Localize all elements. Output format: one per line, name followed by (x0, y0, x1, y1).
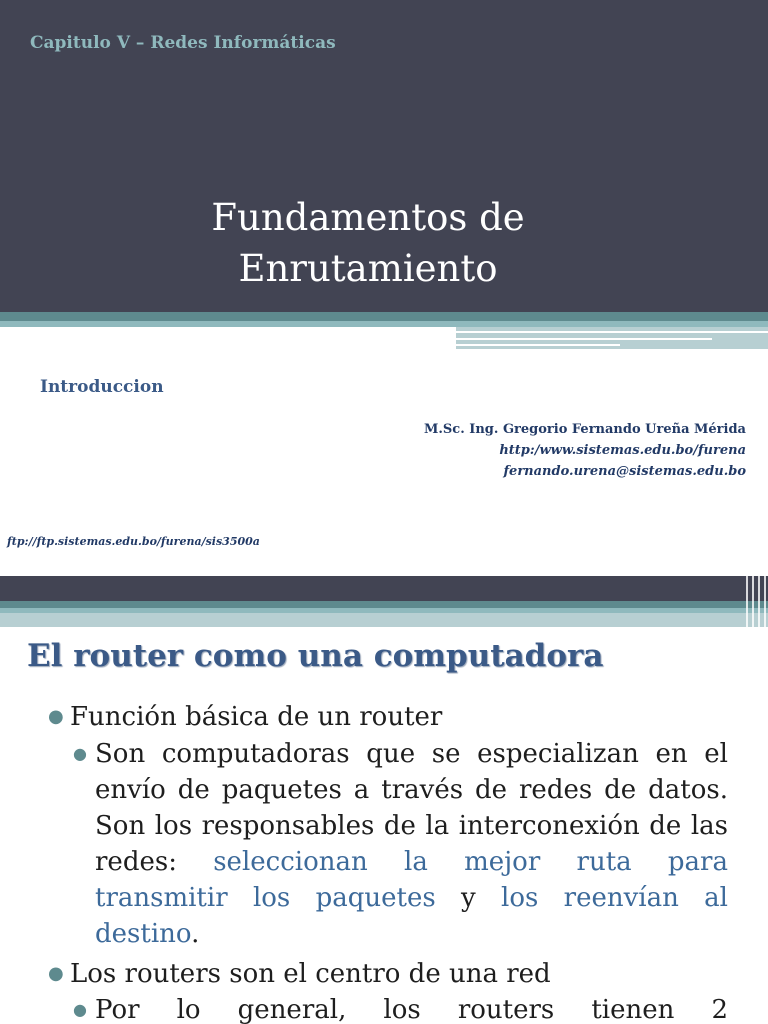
content-slide (0, 576, 768, 1024)
sub-bullet-item (73, 992, 728, 1024)
bullet-text: Función básica de un router (70, 702, 443, 732)
sub-bullet-text: Por lo general, los routers tienen 2 (95, 995, 728, 1024)
chapter-label: Capitulo V – Redes Informáticas (30, 33, 336, 53)
slide-heading: El router como una computadora (27, 638, 604, 674)
bullet-dot-icon: ● (73, 744, 87, 763)
highlight-text: seleccionan la mejor ruta para transmitir los paquetes (95, 847, 728, 913)
slide-title-line-1: Fundamentos de (211, 196, 525, 239)
decorative-band (0, 613, 768, 627)
sub-bullet-text-part: . (191, 919, 200, 949)
slide-title-line-2: Enrutamiento (238, 247, 498, 290)
slide-title (0, 192, 736, 294)
sub-bullet-text-part: y (435, 883, 502, 913)
bullet-dot-icon: ● (73, 1000, 87, 1019)
slide-header-band (0, 576, 768, 601)
decorative-band (0, 601, 768, 608)
decorative-stripe (746, 576, 748, 627)
sub-bullet-text-part: Son computadoras que se especializan en el envío de paquetes a través de redes de datos. Son los responsables de la interconexión de las redes: (95, 739, 728, 877)
sub-bullet-item (73, 736, 728, 958)
decorative-stripe (764, 576, 766, 627)
bullet-item (48, 699, 688, 735)
bullet-dot-icon: ● (48, 963, 64, 984)
sub-bullet-text (95, 736, 728, 952)
author-block (424, 419, 746, 482)
author-url-link[interactable]: http:/www.sistemas.edu.bo/furena (499, 443, 746, 458)
author-email-link[interactable]: fernando.urena@sistemas.edu.bo (503, 464, 746, 479)
decorative-band (0, 312, 768, 321)
decorative-stripe (752, 576, 754, 627)
bullet-dot-icon: ● (48, 706, 64, 727)
subtitle: Introduccion (40, 377, 164, 397)
decorative-line (456, 331, 768, 333)
ftp-link[interactable]: ftp://ftp.sistemas.edu.bo/furena/sis3500a (7, 535, 260, 548)
decorative-stripe (758, 576, 760, 627)
author-name: M.Sc. Ing. Gregorio Fernando Ureña Mérida (424, 422, 746, 437)
bullet-text: Los routers son el centro de una red (70, 959, 551, 989)
decorative-line (456, 344, 620, 346)
decorative-line (456, 338, 712, 340)
highlight-text: los reenvían al destino (95, 883, 729, 949)
bullet-item (48, 956, 688, 992)
